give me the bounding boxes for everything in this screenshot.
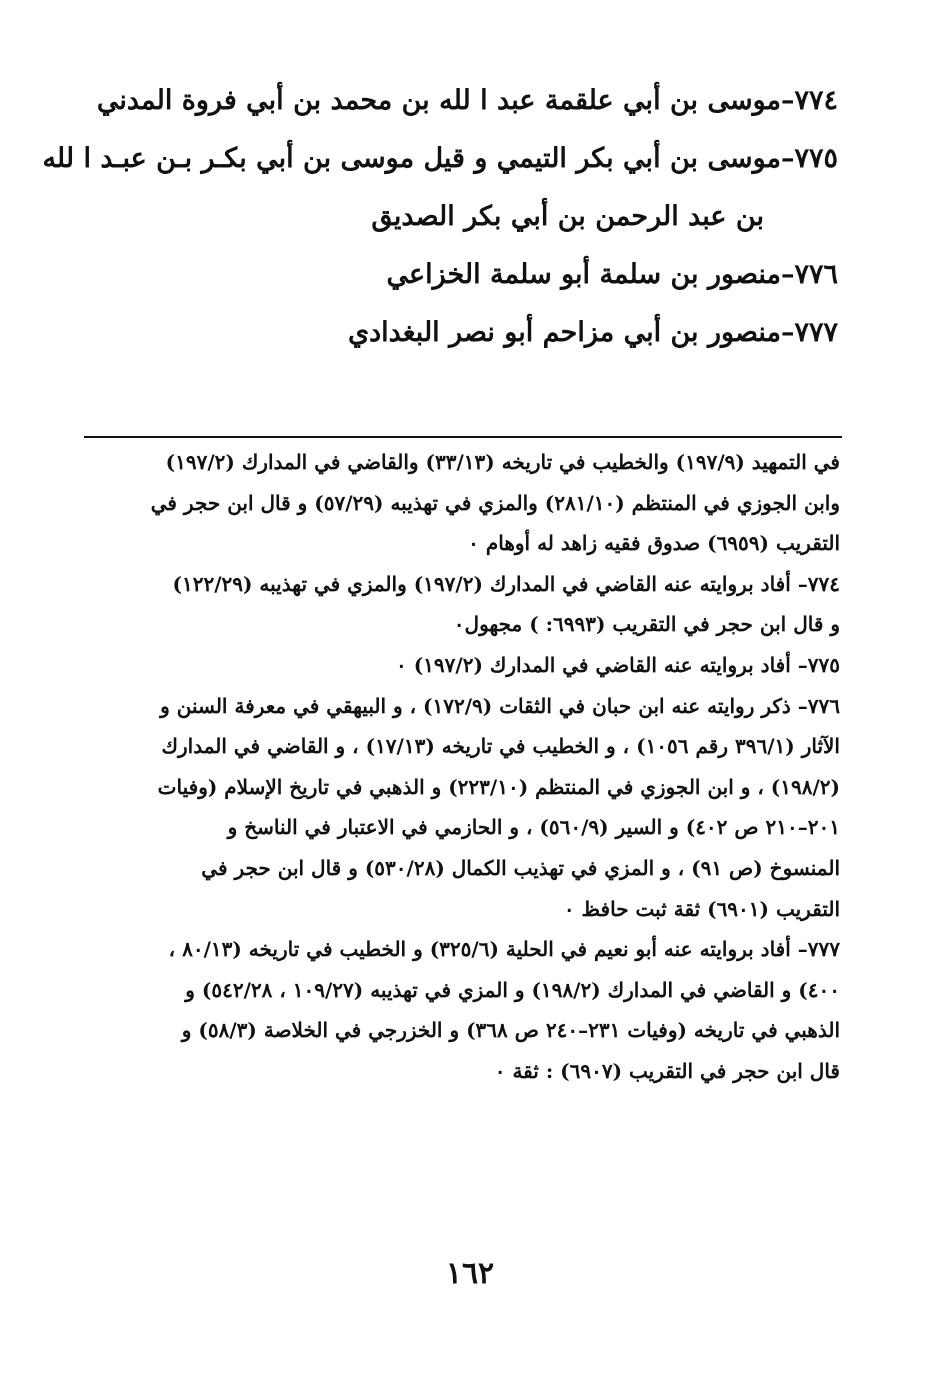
- footnote-line: وابن الجوزي في المنتظم (٢٨١/١٠) والمزي في تهذيبه (٥٧/٢٩) و قال ابن حجر في: [150, 490, 840, 515]
- footnote-line: الآثار (٣٩٦/١ رقم ١٠٥٦) ، و الخطيب في تاريخه (١٧/١٣) ، و القاضي في المدارك: [161, 734, 840, 759]
- entry-777: ٧٧٧–منصور بن أبي مزاحم أبو نصر البغدادي: [347, 317, 838, 348]
- footnote-line: الذهبي في تاريخه (وفيات ٢٣١–٢٤٠ ص ٣٦٨) و الخزرجي في الخلاصة (٥٨/٣) و: [181, 1018, 840, 1043]
- footnote-line: ٧٧٦– ذكر روايته عنه ابن حبان في الثقات (١٧٢/٩) ، و البيهقي في معرفة السنن و: [160, 693, 840, 718]
- footnote-line: و قال ابن حجر في التقريب (٦٩٩٣: ) مجهول٠: [453, 612, 840, 637]
- page-number: ١٦٢: [445, 1256, 495, 1291]
- footnote-separator: [84, 436, 842, 438]
- footnote-line: قال ابن حجر في التقريب (٦٩٠٧) : ثقة ٠: [494, 1058, 840, 1083]
- footnote-line: التقريب (٦٩٠١) ثقة ثبت حافظ ٠: [563, 896, 840, 921]
- footnote-line: ٤٠٠) و القاضي في المدارك (١٩٨/٢) و المزي في تهذيبه (١٠٩/٢٧ ، ٥٤٢/٢٨) و: [185, 977, 840, 1002]
- entry-774: ٧٧٤–موسى بن أبي علقمة عبد ا لله بن محمد بن أبي فروة المدني: [96, 85, 838, 116]
- footnote-line: ٧٧٤– أفاد بروايته عنه القاضي في المدارك (١٩٧/٢) والمزي في تهذيبه (١٢٢/٢٩): [172, 571, 840, 596]
- footnotes: [100, 442, 840, 1092]
- entry-775: ٧٧٥–موسى بن أبي بكر التيمي و قيل موسى بن أبي بكـر بـن عبـد ا لله: [42, 143, 838, 174]
- entry-775-continuation: بن عبد الرحمن بن أبي بكر الصديق: [371, 201, 764, 232]
- footnote-line: ٢٠١–٢١٠ ص ٤٠٢) و السير (٥٦٠/٩) ، و الحازمي في الاعتبار في الناسخ و: [227, 815, 840, 840]
- entry-776: ٧٧٦–منصور بن سلمة أبو سلمة الخزاعي: [386, 259, 838, 290]
- footnote-line: ٧٧٧– أفاد بروايته عنه أبو نعيم في الحلية (٣٢٥/٦) و الخطيب في تاريخه (٨٠/١٣ ،: [168, 937, 840, 962]
- footnote-line: ٧٧٥– أفاد بروايته عنه القاضي في المدارك (١٩٧/٢) ٠: [395, 652, 840, 677]
- narrator-entries: [42, 72, 838, 362]
- footnote-line: المنسوخ (ص ٩١) ، و المزي في تهذيب الكمال (٥٣٠/٢٨) و قال ابن حجر في: [201, 855, 840, 880]
- footnote-line: في التمهيد (١٩٧/٩) والخطيب في تاريخه (٣٣/١٣) والقاضي في المدارك (١٩٧/٢): [165, 450, 840, 474]
- footnote-line: (١٩٨/٢) ، و ابن الجوزي في المنتظم (٢٢٣/١٠) و الذهبي في تاريخ الإسلام (وفيات: [157, 774, 840, 799]
- footnote-line: التقريب (٦٩٥٩) صدوق فقيه زاهد له أوهام ٠: [468, 531, 840, 556]
